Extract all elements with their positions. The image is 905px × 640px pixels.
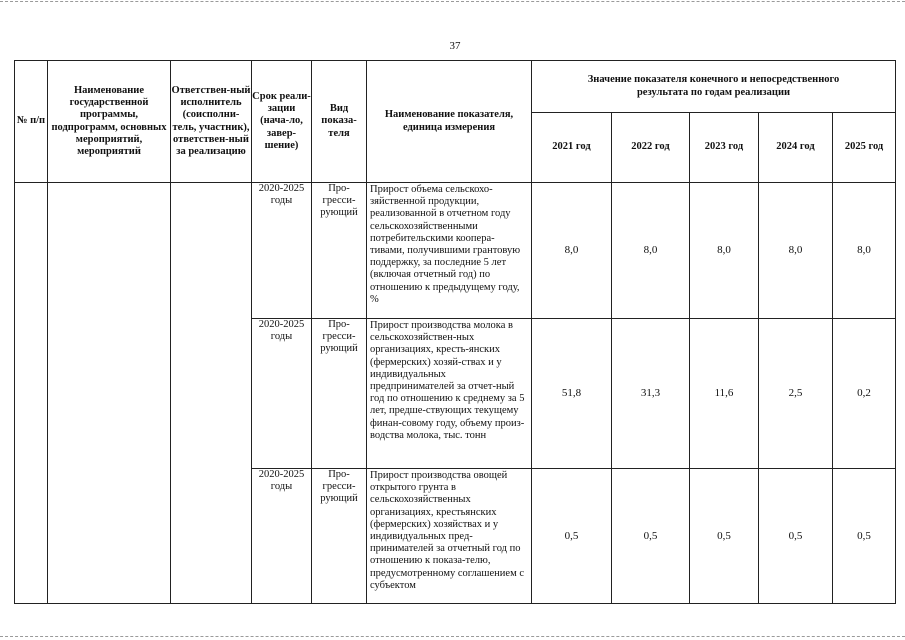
scan-top-edge xyxy=(0,1,905,4)
header-responsible: Ответствен-ный исполнитель (соисполни-тель, участник), ответствен-ный за реализацию xyxy=(171,61,252,183)
cell-value-2022: 8,0 xyxy=(612,183,690,319)
header-term: Срок реали-зации (нача-ло, завер-шение) xyxy=(252,61,312,183)
cell-value-2024: 8,0 xyxy=(759,183,833,319)
header-year-2021: 2021 год xyxy=(532,113,612,183)
cell-responsible xyxy=(171,183,252,604)
header-values-group: Значение показателя конечного и непосредственного результата по годам реализации xyxy=(532,61,896,113)
cell-value-2023: 11,6 xyxy=(690,319,759,469)
cell-value-2023: 0,5 xyxy=(690,469,759,604)
header-type: Вид показа-теля xyxy=(312,61,367,183)
header-indicator: Наименование показателя, единица измерения xyxy=(367,61,532,183)
cell-term: 2020-2025 годы xyxy=(252,183,312,319)
header-year-2024: 2024 год xyxy=(759,113,833,183)
cell-program xyxy=(48,183,171,604)
header-num: № п/п xyxy=(15,61,48,183)
cell-value-2022: 31,3 xyxy=(612,319,690,469)
cell-indicator: Прирост производства овощей открытого грунта в сельскохозяйственных организациях, крестьянских (фермерских) хозяйствах и у индивидуальных пред-принимателей за отчетный год по отношению к показа-телю, предусмотренному соглашением с субъектом xyxy=(367,469,532,604)
header-year-2025: 2025 год xyxy=(833,113,896,183)
cell-value-2021: 51,8 xyxy=(532,319,612,469)
cell-value-2021: 0,5 xyxy=(532,469,612,604)
header-year-2022: 2022 год xyxy=(612,113,690,183)
scan-bottom-edge xyxy=(0,636,905,639)
cell-type: Про-гресси-рующий xyxy=(312,319,367,469)
cell-type: Про-гресси-рующий xyxy=(312,469,367,604)
page-number: 37 xyxy=(449,40,461,52)
cell-value-2025: 8,0 xyxy=(833,183,896,319)
cell-value-2022: 0,5 xyxy=(612,469,690,604)
cell-term: 2020-2025 годы xyxy=(252,469,312,604)
header-row xyxy=(15,61,896,113)
indicators-table xyxy=(14,60,896,604)
cell-value-2024: 0,5 xyxy=(759,469,833,604)
header-program: Наименование государственной программы, подпрограмм, основных мероприятий, мероприятий xyxy=(48,61,171,183)
cell-value-2021: 8,0 xyxy=(532,183,612,319)
cell-num xyxy=(15,183,48,604)
cell-value-2023: 8,0 xyxy=(690,183,759,319)
cell-value-2024: 2,5 xyxy=(759,319,833,469)
header-year-2023: 2023 год xyxy=(690,113,759,183)
cell-term: 2020-2025 годы xyxy=(252,319,312,469)
cell-type: Про-гресси-рующий xyxy=(312,183,367,319)
cell-value-2025: 0,2 xyxy=(833,319,896,469)
cell-indicator: Прирост объема сельскохо-зяйственной продукции, реализованной в отчетном году сельскохозяйственными потребительскими коопера-тивами, получившими грантовую поддержку, за последние 5 лет (включая отчетный год) по отношению к предыдущему году, % xyxy=(367,183,532,319)
table-row xyxy=(15,183,896,319)
cell-value-2025: 0,5 xyxy=(833,469,896,604)
cell-indicator: Прирост производства молока в сельскохозяйствен-ных организациях, кресть-янских (фермерских) хозяй-ствах и у индивидуальных предпринимателей за отчет-ный год по отношению к среднему за 5 лет, предше-ствующих текущему финан-совому году, объему произ-водства молока, тыс. тонн xyxy=(367,319,532,469)
